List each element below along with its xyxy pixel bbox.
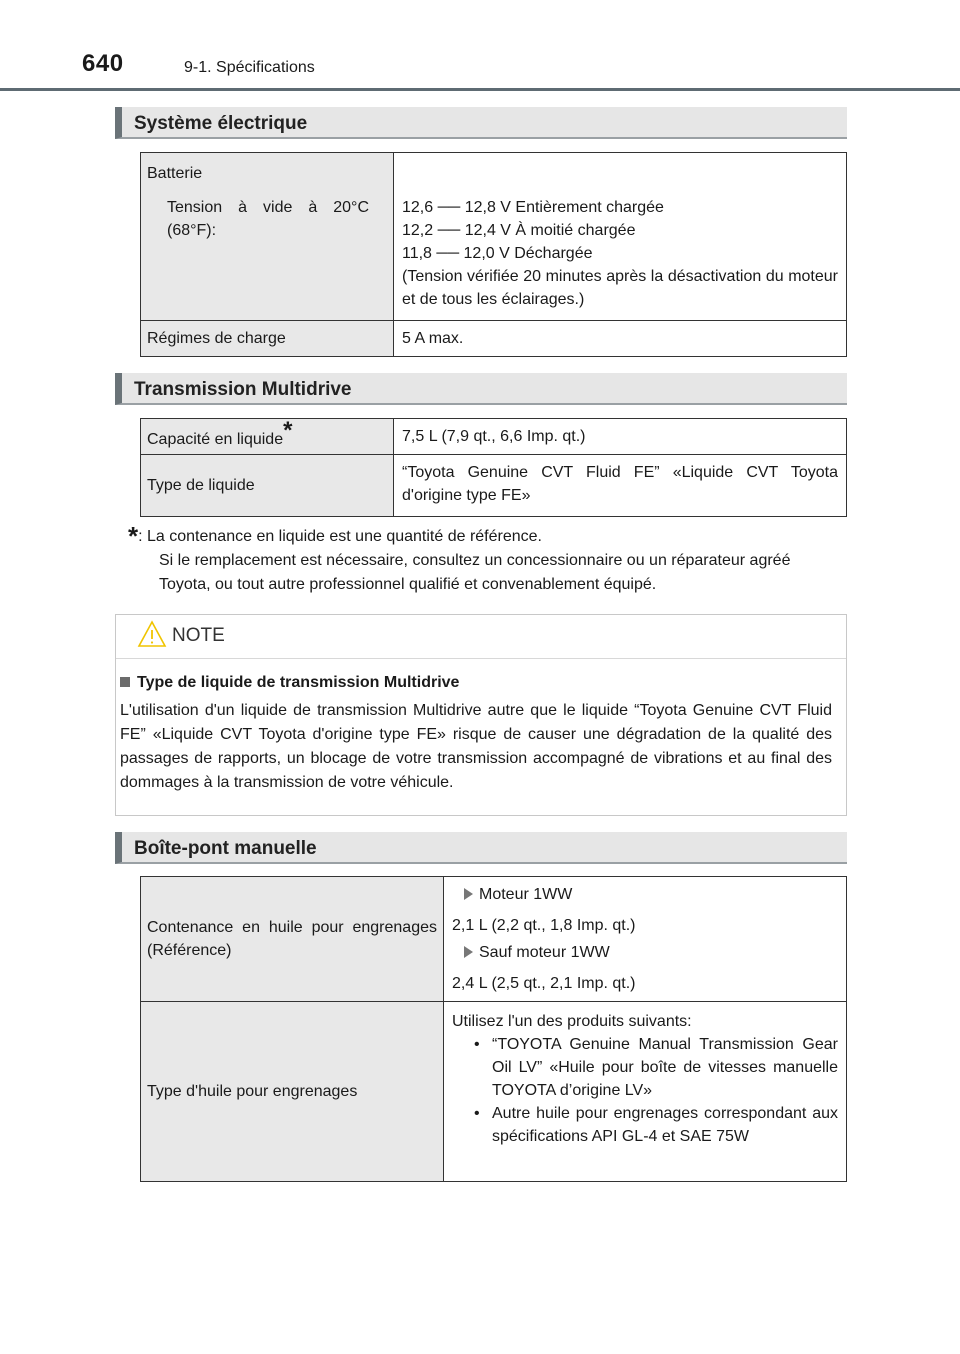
fluid-type-value: “Toyota Genuine CVT Fluid FE” «Liquide CVT Toyota d'origine type FE»	[394, 455, 847, 517]
engine-label: Sauf moteur 1WW	[479, 944, 610, 961]
charge-rate-value: 5 A max.	[394, 321, 847, 357]
manual-table	[140, 876, 847, 1182]
play-arrow-icon	[464, 888, 473, 900]
battery-value-cell	[394, 153, 847, 321]
list-item: • Autre huile pour engrenages correspondant aux spécifications API GL-4 et SAE 75W	[452, 1102, 838, 1148]
footnote-marker: *	[283, 417, 293, 444]
footnote-detail: Si le remplacement est nécessaire, consultez un concessionnaire ou un réparateur agréé Toyota, ou tout autre professionnel qualifié et convenablement équipé.	[159, 552, 791, 593]
section-title: Boîte-pont manuelle	[134, 838, 317, 859]
table-row	[141, 321, 847, 357]
oil-capacity-label-cell	[141, 877, 444, 1002]
note-box	[115, 614, 847, 816]
engine-label: Moteur 1WW	[479, 886, 573, 903]
capacity-value: 2,1 L (2,2 qt., 1,8 Imp. qt.)	[452, 917, 636, 934]
note-header	[116, 615, 846, 659]
list-item: • “TOYOTA Genuine Manual Transmission Gear Oil LV” «Huile pour boîte de vitesses manuelle TOYOTA d’origine LV»	[452, 1033, 838, 1102]
capacity-label: Capacité en liquide	[147, 431, 284, 448]
charge-note: (Tension vérifiée 20 minutes après la désactivation du moteur et de tous les éclairages.)	[402, 268, 838, 308]
section-manual	[115, 832, 847, 864]
battery-label: Batterie	[147, 165, 203, 182]
fluid-type-label: Type de liquide	[141, 455, 394, 517]
page-header	[0, 0, 960, 92]
oil-capacity-label: Contenance en huile pour engrenages (Référence)	[147, 919, 437, 959]
section-electrical	[115, 107, 847, 139]
oil-capacity-cell	[444, 877, 847, 1002]
note-text: L'utilisation d'un liquide de transmission Multidrive autre que le liquide “Toyota Genuine CVT Fluid FE” «Liquide CVT Toyota d'origine type FE» risque de causer une dégradation de la qualité des passages de rapports, un blocage de votre transmission accompagné de vibrations et au final des dommages à la transmission de votre véhicule.	[120, 702, 832, 791]
table-row	[141, 455, 847, 517]
note-title: NOTE	[172, 625, 225, 646]
tension-label: Tension à vide à 20°C (68°F):	[167, 199, 369, 239]
capacity-label-cell	[141, 419, 394, 455]
electrical-table	[140, 152, 847, 357]
table-row	[141, 1002, 847, 1182]
page-number: 640	[82, 50, 124, 77]
chapter-title: 9-1. Spécifications	[184, 59, 315, 76]
charge-line: 12,6 ── 12,8 V Entièrement chargée	[402, 199, 664, 216]
section-title: Système électrique	[134, 113, 308, 134]
table-row	[141, 419, 847, 455]
header-divider	[0, 88, 960, 91]
charge-line: 12,2 ── 12,4 V À moitié chargée	[402, 222, 636, 239]
capacity-value: 7,5 L (7,9 qt., 6,6 Imp. qt.)	[394, 419, 847, 455]
section-multidrive	[115, 373, 847, 405]
note-body	[120, 671, 832, 795]
table-row	[141, 877, 847, 1002]
oil-type-cell	[444, 1002, 847, 1182]
square-bullet-icon	[120, 677, 130, 687]
charge-rate-label: Régimes de charge	[141, 321, 394, 357]
play-arrow-icon	[464, 946, 473, 958]
footnote-line: : La contenance en liquide est une quantité de référence.	[138, 528, 542, 545]
oil-type-label: Type d'huile pour engrenages	[141, 1002, 444, 1182]
footnote-star: *	[128, 521, 139, 551]
multidrive-table	[140, 418, 847, 517]
charge-line: 11,8 ── 12,0 V Déchargée	[402, 245, 593, 262]
oil-options-list	[452, 1033, 838, 1148]
warning-icon	[137, 620, 167, 648]
battery-label-cell	[141, 153, 394, 321]
note-subtitle: Type de liquide de transmission Multidrive	[137, 674, 460, 691]
table-row	[141, 153, 847, 321]
capacity-value: 2,4 L (2,5 qt., 2,1 Imp. qt.)	[452, 975, 636, 992]
footnote	[128, 520, 843, 597]
oil-type-intro: Utilisez l'un des produits suivants:	[452, 1013, 692, 1030]
section-title: Transmission Multidrive	[134, 379, 352, 400]
